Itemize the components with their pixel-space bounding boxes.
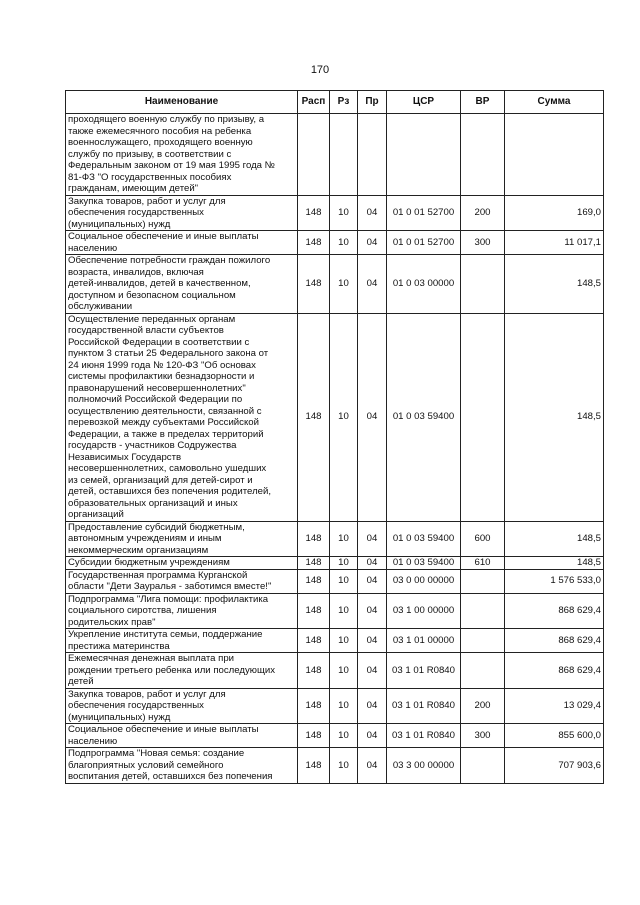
row-vr [461, 593, 505, 629]
row-vr: 300 [461, 724, 505, 748]
row-sum: 148,5 [505, 255, 604, 314]
row-rasp: 148 [298, 748, 330, 784]
row-csr: 03 1 01 R0840 [387, 724, 461, 748]
table-row [66, 629, 604, 653]
row-rasp: 148 [298, 569, 330, 593]
row-rz: 10 [330, 255, 358, 314]
row-sum: 1 576 533,0 [505, 569, 604, 593]
row-csr: 03 1 00 00000 [387, 593, 461, 629]
row-sum: 868 629,4 [505, 629, 604, 653]
row-rasp: 148 [298, 724, 330, 748]
row-pr: 04 [358, 557, 387, 570]
row-pr: 04 [358, 653, 387, 689]
row-vr: 600 [461, 521, 505, 557]
table-header-row [66, 91, 604, 114]
row-name: Осуществление переданных органам государственной власти субъектов Российской Федерации в соответствии с пунктом 3 статьи 25 Федерального закона от 24 июня 1999 года № 120-ФЗ "Об основах системы профилактики безнадзорности и правонарушений несовершеннолетних" полномочий Российской Федерации по осуществлению деятельности, связанной с перевозкой между субъектами Российской Федерации, а также в пределах территорий государств - участников Содружества Независимых Государств несовершеннолетних, самовольно ушедших из семей, организаций для детей-сирот и детей, оставшихся без попечения родителей, образовательных организаций и иных организаций [66, 313, 298, 521]
row-csr: 03 3 00 00000 [387, 748, 461, 784]
row-sum: 148,5 [505, 313, 604, 521]
table-row [66, 593, 604, 629]
table-row [66, 255, 604, 314]
row-rasp: 148 [298, 688, 330, 724]
table-row [66, 114, 604, 196]
table-row [66, 569, 604, 593]
header-vr: ВР [461, 91, 505, 114]
row-rasp: 148 [298, 521, 330, 557]
row-csr: 01 0 03 59400 [387, 313, 461, 521]
row-name: Социальное обеспечение и иные выплаты населению [66, 724, 298, 748]
table-row [66, 195, 604, 231]
row-sum: 148,5 [505, 521, 604, 557]
header-csr: ЦСР [387, 91, 461, 114]
row-vr [461, 629, 505, 653]
row-rasp [298, 114, 330, 196]
row-rz: 10 [330, 748, 358, 784]
row-csr: 01 0 01 52700 [387, 195, 461, 231]
row-pr: 04 [358, 313, 387, 521]
table-row [66, 724, 604, 748]
row-sum: 13 029,4 [505, 688, 604, 724]
row-rasp: 148 [298, 593, 330, 629]
row-rz: 10 [330, 313, 358, 521]
table-row [66, 748, 604, 784]
row-csr: 01 0 01 52700 [387, 231, 461, 255]
table-row [66, 557, 604, 570]
row-rz: 10 [330, 724, 358, 748]
row-rz: 10 [330, 593, 358, 629]
row-sum [505, 114, 604, 196]
table-row [66, 521, 604, 557]
row-name: Укрепление института семьи, поддержание престижа материнства [66, 629, 298, 653]
row-name: Подпрограмма "Лига помощи: профилактика социального сиротства, лишения родительских прав" [66, 593, 298, 629]
budget-table [65, 90, 604, 784]
row-csr: 01 0 03 00000 [387, 255, 461, 314]
row-rz: 10 [330, 688, 358, 724]
row-name: Социальное обеспечение и иные выплаты населению [66, 231, 298, 255]
row-rz: 10 [330, 521, 358, 557]
row-pr: 04 [358, 629, 387, 653]
row-vr [461, 748, 505, 784]
header-sum: Сумма [505, 91, 604, 114]
row-sum: 868 629,4 [505, 653, 604, 689]
row-rz: 10 [330, 569, 358, 593]
row-csr: 03 1 01 R0840 [387, 653, 461, 689]
row-rasp: 148 [298, 629, 330, 653]
row-rz: 10 [330, 231, 358, 255]
row-rz [330, 114, 358, 196]
row-vr [461, 569, 505, 593]
row-sum: 868 629,4 [505, 593, 604, 629]
row-vr: 610 [461, 557, 505, 570]
row-vr [461, 255, 505, 314]
row-vr [461, 114, 505, 196]
row-rasp: 148 [298, 231, 330, 255]
row-pr: 04 [358, 593, 387, 629]
row-name: Предоставление субсидий бюджетным, автономным учреждениям и иным некоммерческим организациям [66, 521, 298, 557]
header-name: Наименование [66, 91, 298, 114]
row-csr: 01 0 03 59400 [387, 521, 461, 557]
row-rasp: 148 [298, 557, 330, 570]
row-rasp: 148 [298, 653, 330, 689]
table-row [66, 313, 604, 521]
row-pr: 04 [358, 569, 387, 593]
row-vr: 200 [461, 688, 505, 724]
row-pr: 04 [358, 195, 387, 231]
row-pr [358, 114, 387, 196]
row-pr: 04 [358, 255, 387, 314]
row-sum: 148,5 [505, 557, 604, 570]
page-number: 170 [310, 64, 330, 76]
row-name: Субсидии бюджетным учреждениям [66, 557, 298, 570]
row-name: Государственная программа Курганской области "Дети Зауралья - заботимся вместе!" [66, 569, 298, 593]
row-pr: 04 [358, 521, 387, 557]
row-csr: 03 1 01 R0840 [387, 688, 461, 724]
row-csr: 03 0 00 00000 [387, 569, 461, 593]
row-rz: 10 [330, 557, 358, 570]
row-csr: 03 1 01 00000 [387, 629, 461, 653]
row-pr: 04 [358, 724, 387, 748]
table-row [66, 231, 604, 255]
row-rasp: 148 [298, 195, 330, 231]
row-vr [461, 313, 505, 521]
row-name: Ежемесячная денежная выплата при рождении третьего ребенка или последующих детей [66, 653, 298, 689]
header-rasp: Расп [298, 91, 330, 114]
row-name: проходящего военную службу по призыву, а также ежемесячного пособия на ребенка военнослужащего, проходящего военную службу по призыву, в соответствии с Федеральным законом от 19 мая 1995 года № 81-ФЗ "О государственных пособиях гражданам, имеющим детей" [66, 114, 298, 196]
row-rasp: 148 [298, 313, 330, 521]
row-vr [461, 653, 505, 689]
header-pr: Пр [358, 91, 387, 114]
header-rz: Рз [330, 91, 358, 114]
row-sum: 169,0 [505, 195, 604, 231]
row-pr: 04 [358, 231, 387, 255]
row-vr: 300 [461, 231, 505, 255]
row-sum: 855 600,0 [505, 724, 604, 748]
row-rz: 10 [330, 195, 358, 231]
row-rz: 10 [330, 653, 358, 689]
row-name: Подпрограмма "Новая семья: создание благоприятных условий семейного воспитания детей, оставшихся без попечения [66, 748, 298, 784]
table-row [66, 688, 604, 724]
row-pr: 04 [358, 748, 387, 784]
row-csr [387, 114, 461, 196]
row-name: Обеспечение потребности граждан пожилого возраста, инвалидов, включая детей-инвалидов, детей в качественном, доступном и безопасном социальном обслуживании [66, 255, 298, 314]
row-name: Закупка товаров, работ и услуг для обеспечения государственных (муниципальных) нужд [66, 688, 298, 724]
row-name: Закупка товаров, работ и услуг для обеспечения государственных (муниципальных) нужд [66, 195, 298, 231]
row-sum: 707 903,6 [505, 748, 604, 784]
row-pr: 04 [358, 688, 387, 724]
row-csr: 01 0 03 59400 [387, 557, 461, 570]
row-rasp: 148 [298, 255, 330, 314]
row-rz: 10 [330, 629, 358, 653]
table-row [66, 653, 604, 689]
row-sum: 11 017,1 [505, 231, 604, 255]
row-vr: 200 [461, 195, 505, 231]
